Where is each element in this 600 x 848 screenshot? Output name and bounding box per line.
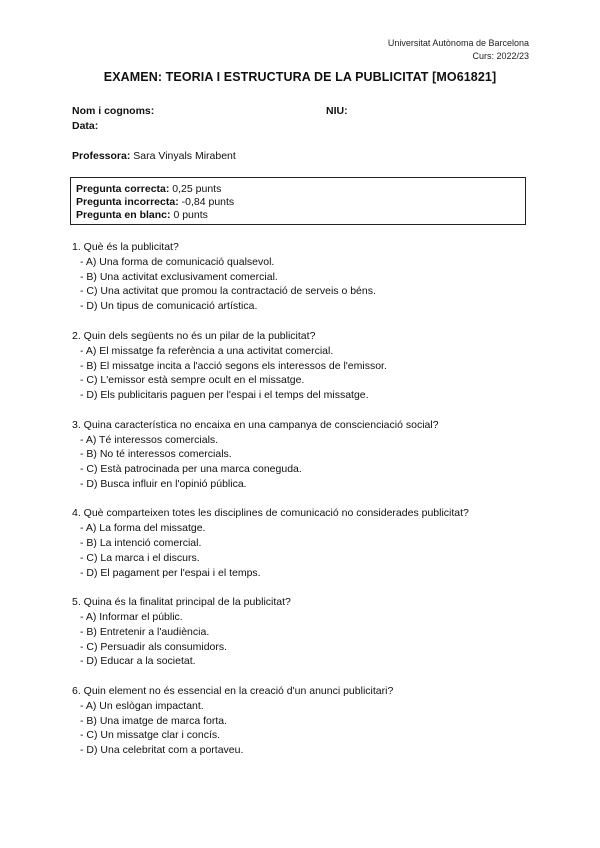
answer-option: - A) Informar el públic.: [80, 611, 183, 624]
date-field-label: Data:: [72, 120, 99, 132]
document-header: [388, 37, 529, 63]
answer-option: - C) Està patrocinada per una marca coneguda.: [80, 463, 302, 476]
answer-option: - D) Un tipus de comunicació artística.: [80, 300, 258, 313]
scoring-label: Pregunta incorrecta:: [76, 196, 179, 208]
question-text: 3. Quina característica no encaixa en una campanya de conscienciació social?: [72, 418, 439, 431]
teacher-label: Professora:: [72, 150, 131, 162]
answer-option: - C) Persuadir als consumidors.: [80, 640, 228, 653]
scoring-value: 0,25 punts: [172, 183, 222, 195]
answer-option: - B) La intenció comercial.: [80, 537, 202, 550]
question-5: [72, 595, 532, 669]
scoring-label: Pregunta correcta:: [76, 183, 170, 195]
scoring-value: -0,84 punts: [181, 196, 235, 208]
answer-option: - D) Educar a la societat.: [80, 655, 196, 668]
scoring-label: Pregunta en blanc:: [76, 209, 171, 221]
university-name: Universitat Autònoma de Barcelona: [387, 38, 529, 48]
scoring-row: [76, 196, 520, 209]
question-2: [72, 329, 532, 403]
answer-option: - C) Una activitat que promou la contractació de serveis o béns.: [80, 285, 376, 298]
answer-option: - C) L'emissor està sempre ocult en el missatge.: [80, 374, 305, 387]
answer-option: - A) Un eslògan impactant.: [80, 700, 204, 713]
answer-option: - B) No té interessos comercials.: [80, 448, 232, 461]
question-text: 6. Quin element no és essencial en la creació d'un anunci publicitari?: [72, 685, 394, 698]
scoring-box: [70, 177, 526, 225]
answer-option: - D) El pagament per l'espai i el temps.: [80, 566, 261, 579]
scoring-row: [76, 209, 520, 222]
exam-title: EXAMEN: TEORIA I ESTRUCTURA DE LA PUBLICITAT [MO61821]: [103, 70, 497, 84]
answer-option: - A) Una forma de comunicació qualsevol.: [80, 256, 275, 268]
question-1: [72, 240, 532, 314]
answer-option: - A) Té interessos comercials.: [80, 433, 219, 446]
name-field-label: Nom i cognoms:: [72, 105, 155, 117]
answer-option: - B) Entretenir a l'audiència.: [80, 625, 210, 638]
teacher-name: Sara Vinyals Mirabent: [133, 150, 236, 162]
question-list: [72, 240, 532, 773]
answer-option: - D) Els publicitaris paguen per l'espai i el temps del missatge.: [80, 388, 369, 401]
answer-option: - C) La marca i el discurs.: [80, 551, 200, 564]
question-4: [72, 506, 532, 580]
answer-option: - D) Busca influir en l'opinió pública.: [80, 477, 247, 490]
answer-option: - B) El missatge incita a l'acció segons els interessos de l'emissor.: [80, 359, 387, 372]
answer-option: - D) Una celebritat com a portaveu.: [80, 744, 244, 757]
question-3: [72, 418, 532, 492]
question-text: 4. Què comparteixen totes les disciplines de comunicació no considerades publicitat?: [72, 507, 469, 520]
question-text: 2. Quin dels següents no és un pilar de la publicitat?: [72, 329, 316, 342]
question-text: 5. Quina és la finalitat principal de la publicitat?: [72, 596, 291, 609]
scoring-value: 0 punts: [173, 209, 208, 221]
teacher-line: [72, 149, 236, 164]
student-fields: [72, 104, 154, 134]
answer-option: - B) Una imatge de marca forta.: [80, 714, 228, 727]
answer-option: - B) Una activitat exclusivament comercial.: [80, 270, 278, 283]
scoring-row: [76, 183, 520, 196]
answer-option: - C) Un missatge clar i concís.: [80, 729, 221, 742]
question-text: 1. Què és la publicitat?: [72, 241, 179, 253]
niu-field-label: NIU:: [326, 105, 348, 117]
answer-option: - A) El missatge fa referència a una activitat comercial.: [80, 344, 334, 357]
course-year: Curs: 2022/23: [472, 51, 529, 61]
answer-option: - A) La forma del missatge.: [80, 522, 206, 535]
question-6: [72, 684, 532, 758]
